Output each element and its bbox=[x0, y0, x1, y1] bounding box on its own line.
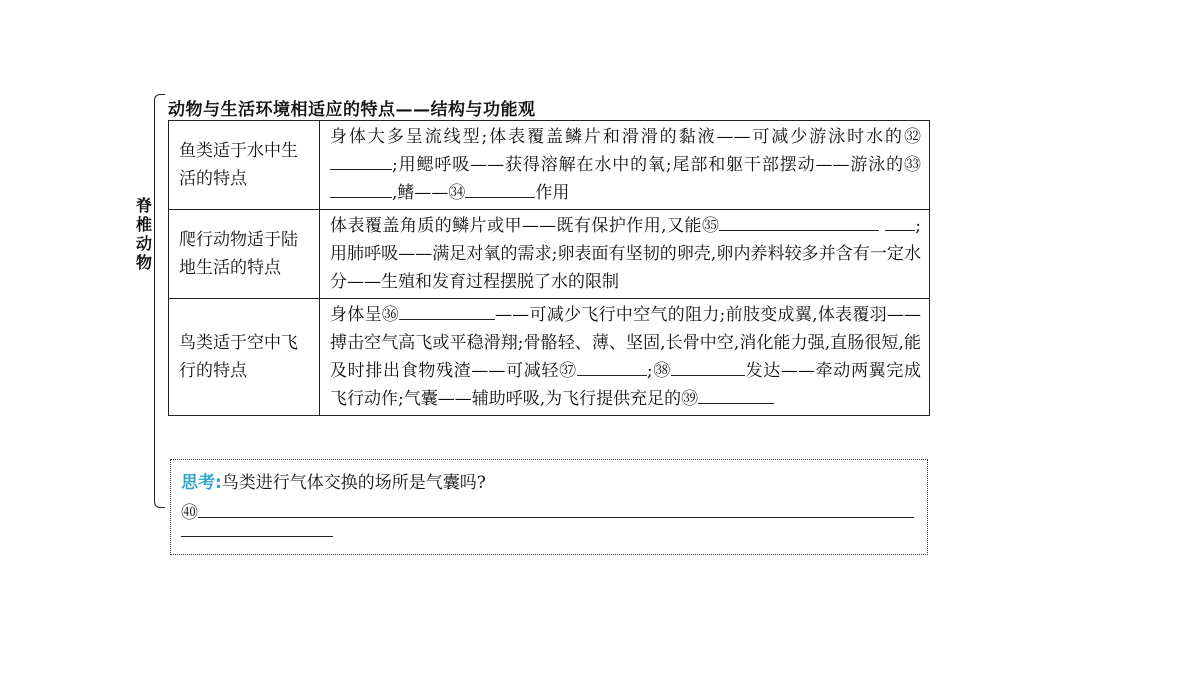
fill-blank[interactable] bbox=[885, 212, 915, 231]
row-label: 爬行动物适于陆地生活的特点 bbox=[169, 210, 320, 299]
features-table bbox=[168, 120, 930, 416]
fill-blank[interactable] bbox=[577, 357, 647, 376]
answer-number: ㊵ bbox=[181, 503, 198, 523]
fill-blank[interactable] bbox=[399, 301, 495, 320]
fill-blank[interactable] bbox=[465, 179, 535, 198]
fill-blank[interactable] bbox=[719, 212, 879, 231]
think-question: 鸟类进行气体交换的场所是气囊吗? bbox=[221, 473, 486, 493]
row-description bbox=[320, 299, 930, 416]
row-label: 鱼类适于水中生活的特点 bbox=[169, 121, 320, 210]
description-text: ;用肺呼吸——满足对氧的需求;卵表面有坚韧的卵壳,卵内养料较多并含有一定水分——生殖和发育过程摆脱了水的限制 bbox=[330, 216, 922, 292]
description-text: ; bbox=[646, 361, 653, 381]
table-row bbox=[169, 210, 930, 299]
blank-number: ㊲ bbox=[559, 361, 577, 381]
blank-number: ㊳ bbox=[652, 361, 671, 381]
think-label: 思考: bbox=[181, 473, 222, 493]
table-row bbox=[169, 299, 930, 416]
row-description bbox=[320, 210, 930, 299]
table-row bbox=[169, 121, 930, 210]
description-text: ;用鳃呼吸——获得溶解在水中的氧;尾部和躯干部摆动——游泳的 bbox=[392, 155, 904, 175]
blank-number: ㊱ bbox=[381, 305, 400, 325]
blank-number: ㉝ bbox=[904, 155, 921, 175]
blank-number: ㊴ bbox=[681, 389, 699, 409]
fill-blank[interactable] bbox=[671, 357, 745, 376]
side-label-vertebrates: 脊椎动物 bbox=[135, 196, 152, 272]
description-text: 身体呈 bbox=[330, 305, 382, 325]
left-brace bbox=[154, 94, 165, 508]
description-text: 作用 bbox=[535, 183, 570, 203]
description-text: 体表覆盖角质的鳞片或甲——既有保护作用,又能 bbox=[330, 216, 702, 236]
description-text: ,鳍—— bbox=[392, 183, 449, 203]
description-text: 身体大多呈流线型;体表覆盖鳞片和滑滑的黏液——可减少游泳时水的 bbox=[330, 127, 904, 147]
fill-blank[interactable] bbox=[698, 385, 774, 404]
description-text: ——可减少飞行中空气的阻力;前肢变成翼,体表覆羽——搏击空气高飞或平稳滑翔;骨骼轻、薄、坚固,长骨中空,消化能力强,直肠很短,能及时排出食物残渣——可减轻 bbox=[330, 305, 921, 381]
think-box bbox=[170, 459, 928, 555]
section-heading: 动物与生活环境相适应的特点——结构与功能观 bbox=[168, 100, 536, 120]
answer-blank-line-2[interactable] bbox=[181, 528, 333, 537]
row-label: 鸟类适于空中飞行的特点 bbox=[169, 299, 320, 416]
description-text: 发达——牵动两翼完成飞行动作;气囊——辅助呼吸,为飞行提供充足的 bbox=[330, 361, 922, 409]
blank-number: ㉞ bbox=[448, 183, 466, 203]
answer-blank-line-1[interactable] bbox=[198, 499, 914, 518]
blank-number: ㉜ bbox=[904, 127, 921, 147]
blank-number: ㉟ bbox=[701, 216, 720, 236]
row-description bbox=[320, 121, 930, 210]
fill-blank[interactable] bbox=[330, 179, 392, 198]
fill-blank[interactable] bbox=[330, 151, 392, 170]
